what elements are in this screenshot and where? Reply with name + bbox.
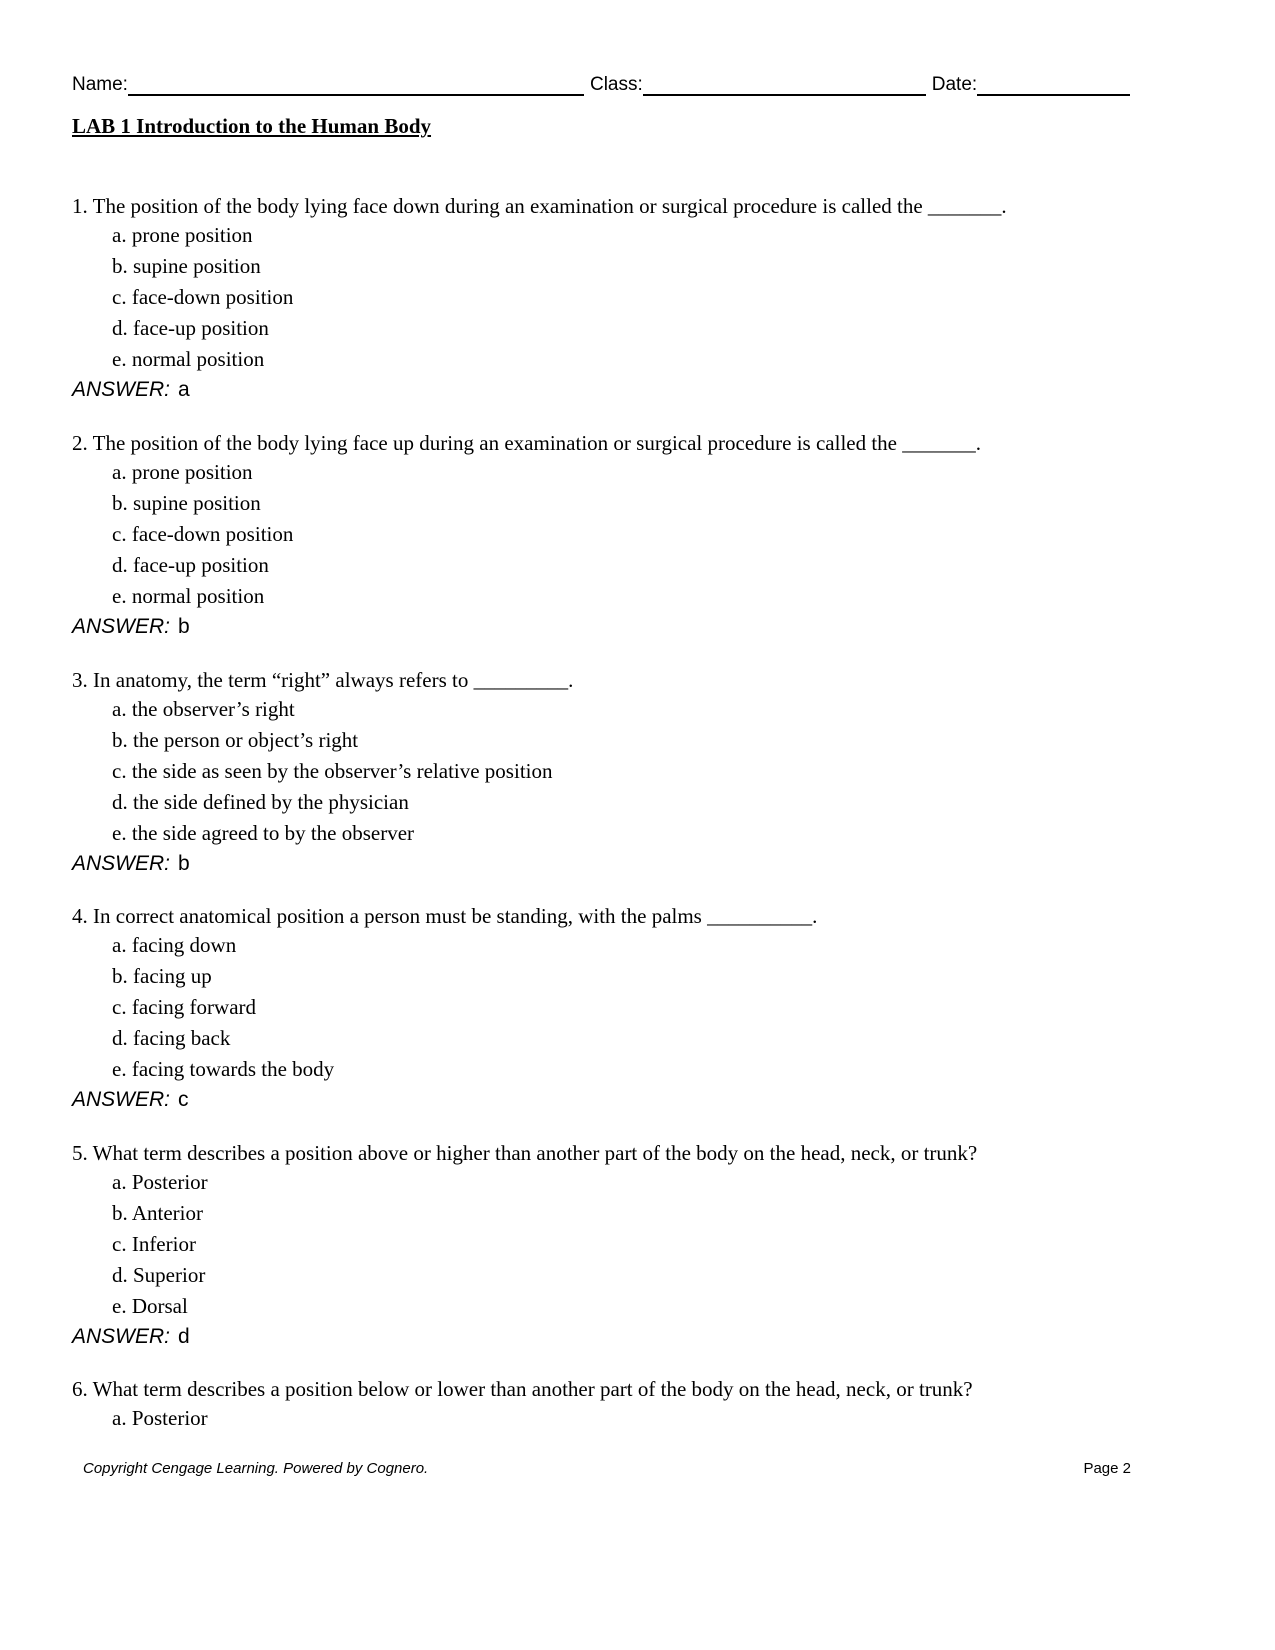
option-e: e. Dorsal <box>112 1294 188 1318</box>
page-footer <box>83 1460 1131 1477</box>
option-c: c. face-down position <box>112 522 294 546</box>
option-c: c. face-down position <box>112 285 294 309</box>
document-title: LAB 1 Introduction to the Human Body <box>72 114 432 138</box>
option-b: b. facing up <box>112 964 212 988</box>
option-c: c. the side as seen by the observer’s relative position <box>112 759 553 783</box>
question-stem: 2. The position of the body lying face up during an examination or surgical procedure is called the _______. <box>72 431 981 455</box>
date-label: Date: <box>931 74 978 95</box>
page-number: Page 2 <box>1083 1460 1131 1477</box>
option-e: e. normal position <box>112 584 265 608</box>
answer-value: b <box>178 615 190 638</box>
option-b: b. supine position <box>112 491 261 515</box>
option-d: d. facing back <box>112 1026 231 1050</box>
question-stem: 6. What term describes a position below or lower than another part of the body on the head, neck, or trunk? <box>72 1377 973 1401</box>
date-blank-line <box>977 76 1130 96</box>
option-d: d. the side defined by the physician <box>112 790 409 814</box>
answer-line <box>72 375 1172 405</box>
option-a: a. prone position <box>112 223 253 247</box>
answer-label: ANSWER: <box>72 852 171 875</box>
answer-value: d <box>178 1325 190 1348</box>
option-e: e. the side agreed to by the observer <box>112 821 415 845</box>
answer-label: ANSWER: <box>72 378 171 401</box>
question-3 <box>72 667 1172 879</box>
class-blank-line <box>643 76 926 96</box>
copyright-notice: Copyright Cengage Learning. Powered by Cognero. <box>83 1460 429 1477</box>
option-e: e. facing towards the body <box>112 1057 335 1081</box>
question-stem: 3. In anatomy, the term “right” always refers to _________. <box>72 668 574 692</box>
option-d: d. face-up position <box>112 553 269 577</box>
option-b: b. supine position <box>112 254 261 278</box>
option-c: c. Inferior <box>112 1232 196 1256</box>
option-c: c. facing forward <box>112 995 257 1019</box>
answer-value: c <box>178 1088 189 1111</box>
answer-label: ANSWER: <box>72 615 171 638</box>
class-label: Class: <box>589 74 643 95</box>
answer-value: b <box>178 852 190 875</box>
name-label: Name: <box>72 74 128 95</box>
question-1 <box>72 193 1172 405</box>
answer-line <box>72 1085 1172 1115</box>
answer-line <box>72 849 1172 879</box>
question-6 <box>72 1376 1172 1434</box>
option-a: a. Posterior <box>112 1170 208 1194</box>
student-info-header <box>72 70 1142 96</box>
answer-value: a <box>178 378 190 401</box>
option-b: b. the person or object’s right <box>112 728 359 752</box>
option-e: e. normal position <box>112 347 265 371</box>
option-a: a. prone position <box>112 460 253 484</box>
option-a: a. facing down <box>112 933 237 957</box>
answer-line <box>72 1322 1172 1352</box>
option-a: a. Posterior <box>112 1406 208 1430</box>
answer-label: ANSWER: <box>72 1325 171 1348</box>
option-d: d. Superior <box>112 1263 206 1287</box>
option-a: a. the observer’s right <box>112 697 295 721</box>
answer-line <box>72 612 1172 642</box>
question-2 <box>72 430 1172 642</box>
question-4 <box>72 903 1172 1115</box>
question-stem: 4. In correct anatomical position a person must be standing, with the palms __________. <box>72 904 818 928</box>
question-stem: 1. The position of the body lying face down during an examination or surgical procedure is called the _______. <box>72 194 1007 218</box>
answer-label: ANSWER: <box>72 1088 171 1111</box>
option-d: d. face-up position <box>112 316 269 340</box>
option-b: b. Anterior <box>112 1201 203 1225</box>
question-stem: 5. What term describes a position above or higher than another part of the body on the head, neck, or trunk? <box>72 1141 978 1165</box>
question-5 <box>72 1140 1172 1352</box>
name-blank-line <box>128 76 584 96</box>
